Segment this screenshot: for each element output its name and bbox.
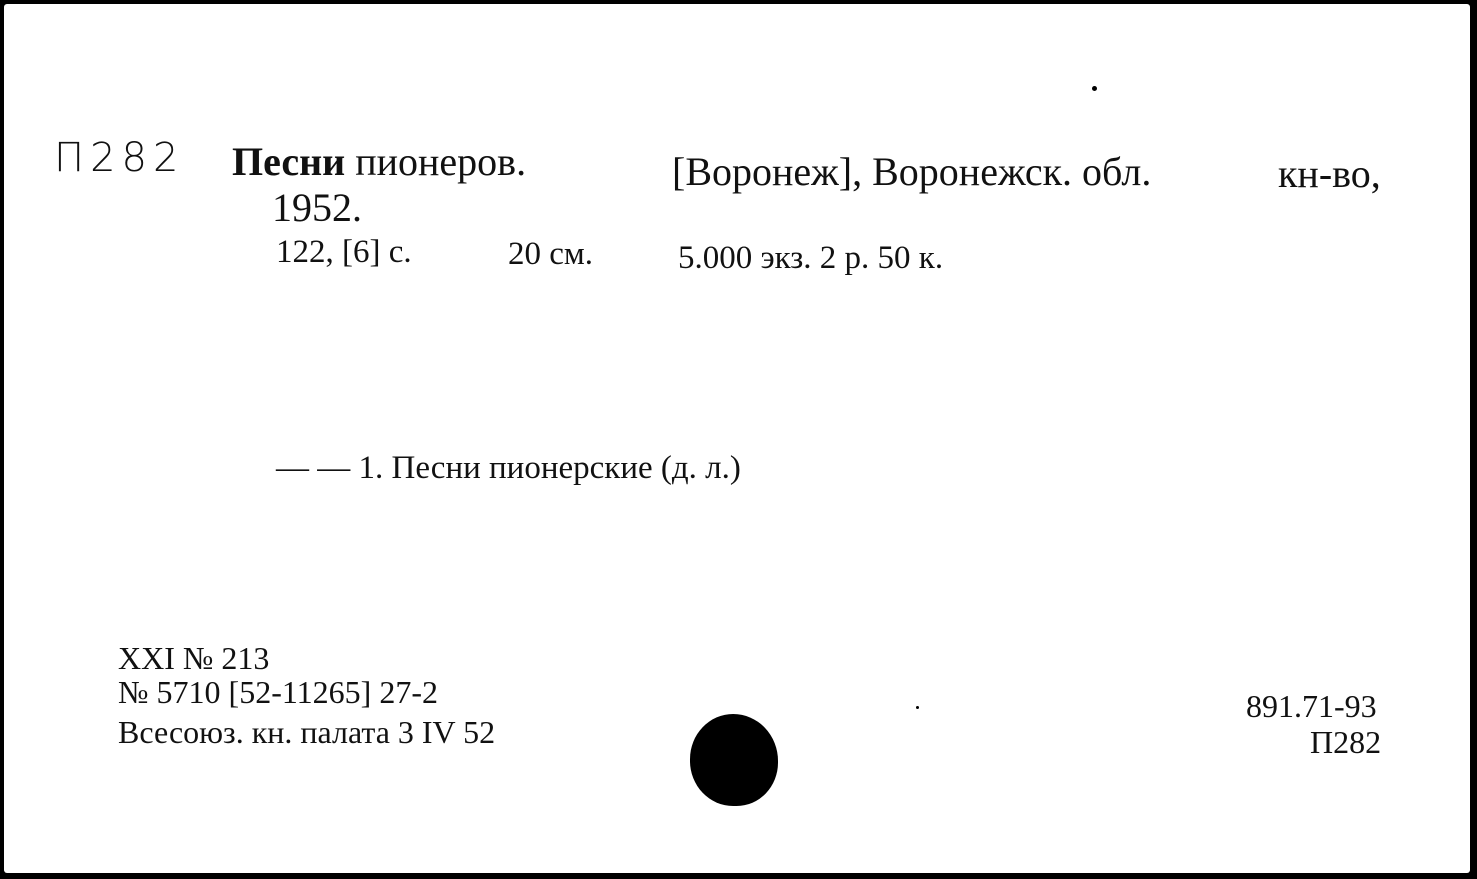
- registry-line-3: Всесоюз. кн. палата 3 IV 52: [118, 714, 496, 750]
- entry-publisher: [Воронеж], Воронежск. обл.: [672, 149, 1152, 194]
- entry-year: 1952.: [272, 185, 362, 230]
- registry-line-2: № 5710 [52-11265] 27-2: [118, 674, 438, 710]
- entry-print-run-price: 5.000 экз. 2 р. 50 к.: [678, 240, 944, 276]
- entry-publisher-end: кн-во,: [1278, 151, 1381, 196]
- classification-index: 891.71-93: [1246, 688, 1377, 724]
- entry-size: 20 см.: [508, 236, 594, 272]
- subject-heading: — — 1. Песни пионерские (д. л.): [276, 450, 741, 486]
- classification-author-mark: П282: [1310, 724, 1382, 760]
- entry-pages: 122, [6] с.: [276, 234, 412, 270]
- registry-line-1: XXI № 213: [118, 640, 270, 676]
- entry-title-rest: пионеров.: [355, 139, 527, 184]
- ink-speck: [1092, 86, 1097, 91]
- entry-title-bold: Песни: [232, 139, 346, 184]
- catalog-card: [4, 4, 1470, 873]
- punch-hole: [690, 714, 778, 806]
- handwritten-call-number: П282: [54, 135, 185, 181]
- entry-title-line: [232, 139, 527, 184]
- ink-speck: [916, 706, 919, 709]
